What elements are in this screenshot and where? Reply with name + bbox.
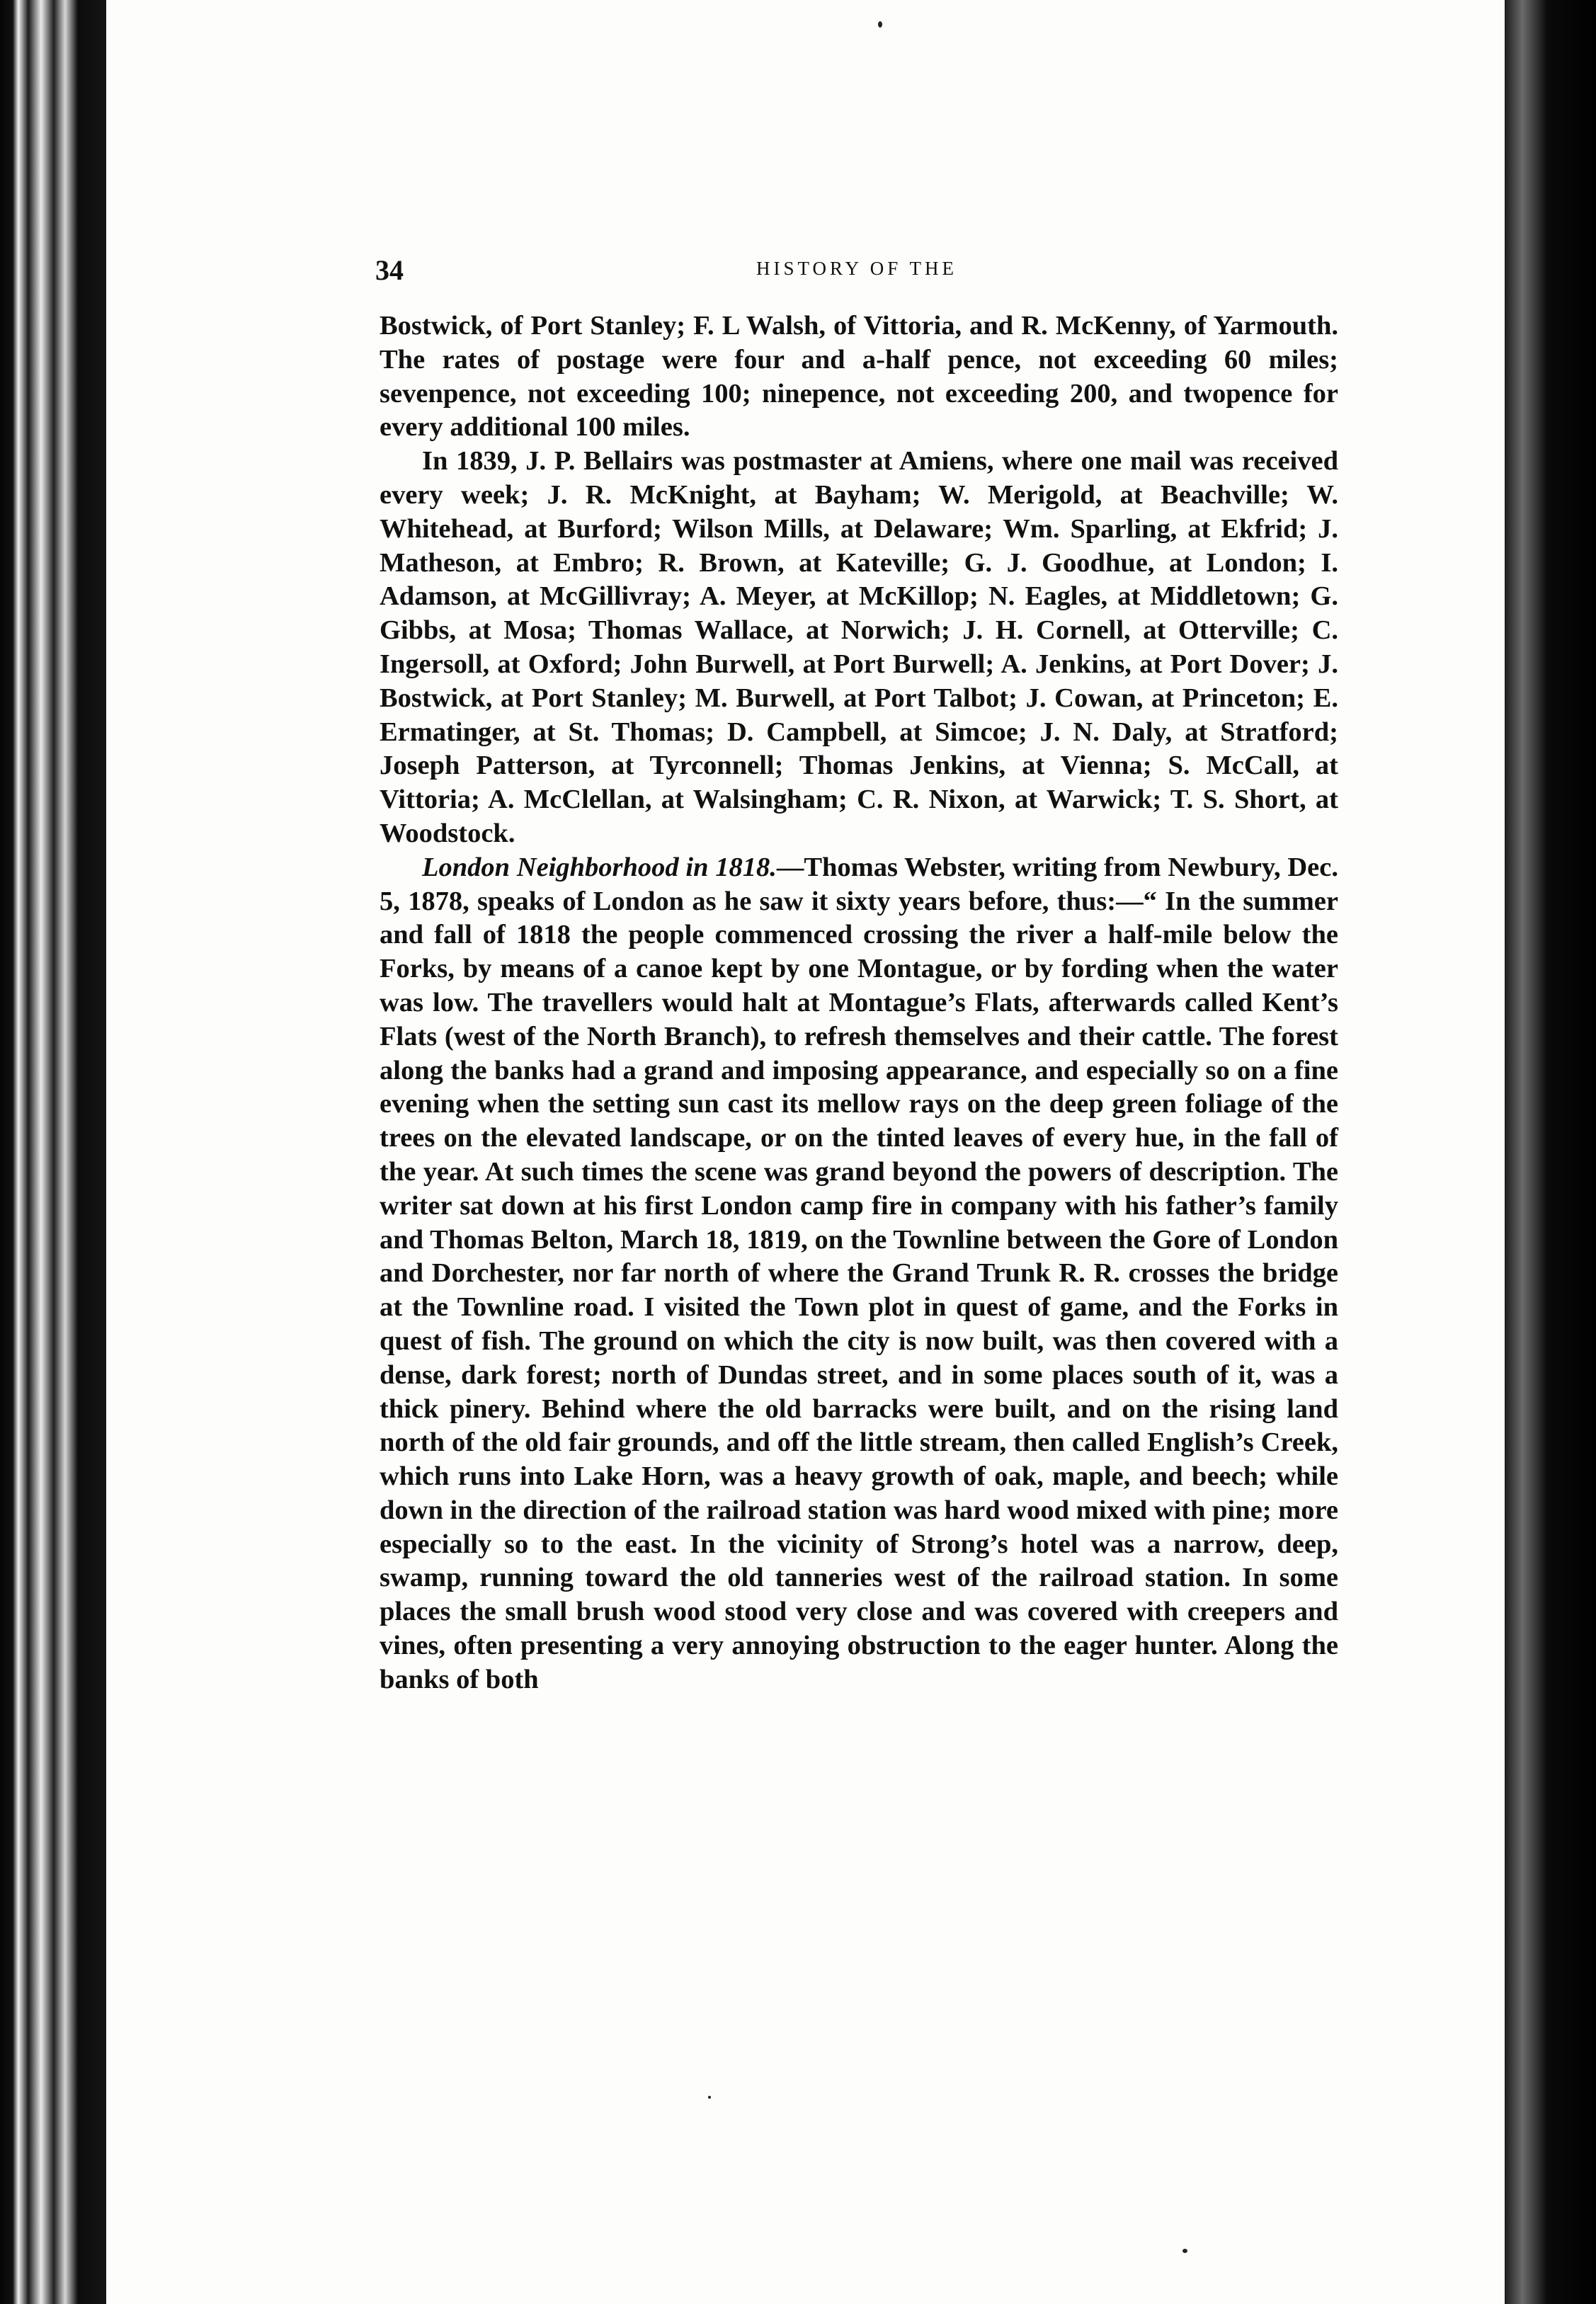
paragraph-2: In 1839, J. P. Bellairs was postmaster at Amiens, where one mail was received every week; J. R. McKnight, at Bayham; W. Merigold, at Beachville; W. Whitehead, at Burford; Wilson Mills, at Delaware; Wm. Sparling, at Ekfrid; J. Matheson, at Embro; R. Brown, at Kateville; G. J. Goodhue, at London; I. Adamson, at McGillivray; A. Meyer, at McKillop; N. Eagles, at Middletown; G. Gibbs, at Mosa; Thomas Wallace, at Norwich; J. H. Cornell, at Otterville; C. Ingersoll, at Oxford; John Burwell, at Port Burwell; A. Jenkins, at Port Dover; J. Bostwick, at Port Stanley; M. Burwell, at Port Talbot; J. Cowan, at Princeton; E. Ermatinger, at St. Thomas; D. Campbell, at Simcoe; J. N. Daly, at Stratford; Joseph Patterson, at Tyrconnell; Thomas Jenkins, at Vienna; S. McCall, at Vittoria; A. McClellan, at Walsingham; C. R. Nixon, at Warwick; T. S. Short, at Woodstock.	[380, 446, 1338, 848]
dust-speck	[878, 21, 882, 28]
paragraph-1: Bostwick, of Port Stanley; F. L Walsh, of Vittoria, and R. McKenny, of Yarmouth. The rates of postage were four and a-half pence, not exceeding 60 miles; sevenpence, not exceeding 100; ninepence, not exceeding 200, and twopence for every additional 100 miles.	[380, 311, 1338, 443]
paragraph-3-text: —Thomas Webster, writing from Newbury, Dec. 5, 1878, speaks of London as he saw it sixty years before, thus:—“ In the summer and fall of 1818 the people commenced crossing the river a half-mile below the Forks, by means of a canoe kept by one Montague, or by fording when the water was low. The travellers would halt at Montague’s Flats, afterwards called Kent’s Flats (west of the North Branch), to refresh themselves and their cattle. The forest along the banks had a grand and imposing appearance, and especially so on a fine evening when the setting sun cast its mellow rays on the deep green foliage of the trees on the elevated landscape, or on the tinted leaves of every hue, in the fall of the year. At such times the scene was grand beyond the powers of description. The writer sat down at his first London camp fire in company with his father’s family and Thomas Belton, March 18, 1819, on the Townline between the Gore of London and Dorchester, nor far north of where the Grand Trunk R. R. crosses the bridge at the Townline road. I visited the Town plot in quest of game, and the Forks in quest of fish. The ground on which the city is now built, was then covered with a dense, dark forest; north of Dundas street, and in some places south of it, was a thick pinery. Behind where the old barracks were built, and on the rising land north of the old fair grounds, and off the little stream, then called English’s Creek, which runs into Lake Horn, was a heavy growth of oak, maple, and beech; while down in the direction of the railroad station was hard wood mixed with pine; more especially so to the east. In the vicinity of Strong’s hotel was a narrow, deep, swamp, running toward the old tanneries west of the railroad station. In some places the small brush wood stood very close and was covered with creepers and vines, often presenting a very annoying obstruction to the eager hunter. Along the banks of both	[380, 852, 1338, 1694]
paragraph-3	[380, 851, 1338, 1697]
running-head: HISTORY OF THE	[756, 258, 958, 279]
page-header	[375, 253, 1338, 296]
scanner-edge	[1505, 0, 1596, 2304]
body-text	[380, 309, 1338, 1697]
book-binding-edge	[0, 0, 106, 2304]
dust-speck	[1182, 2249, 1187, 2253]
dust-speck	[708, 2096, 711, 2099]
section-heading: London Neighborhood in 1818.	[422, 852, 777, 882]
page-number: 34	[375, 254, 404, 286]
